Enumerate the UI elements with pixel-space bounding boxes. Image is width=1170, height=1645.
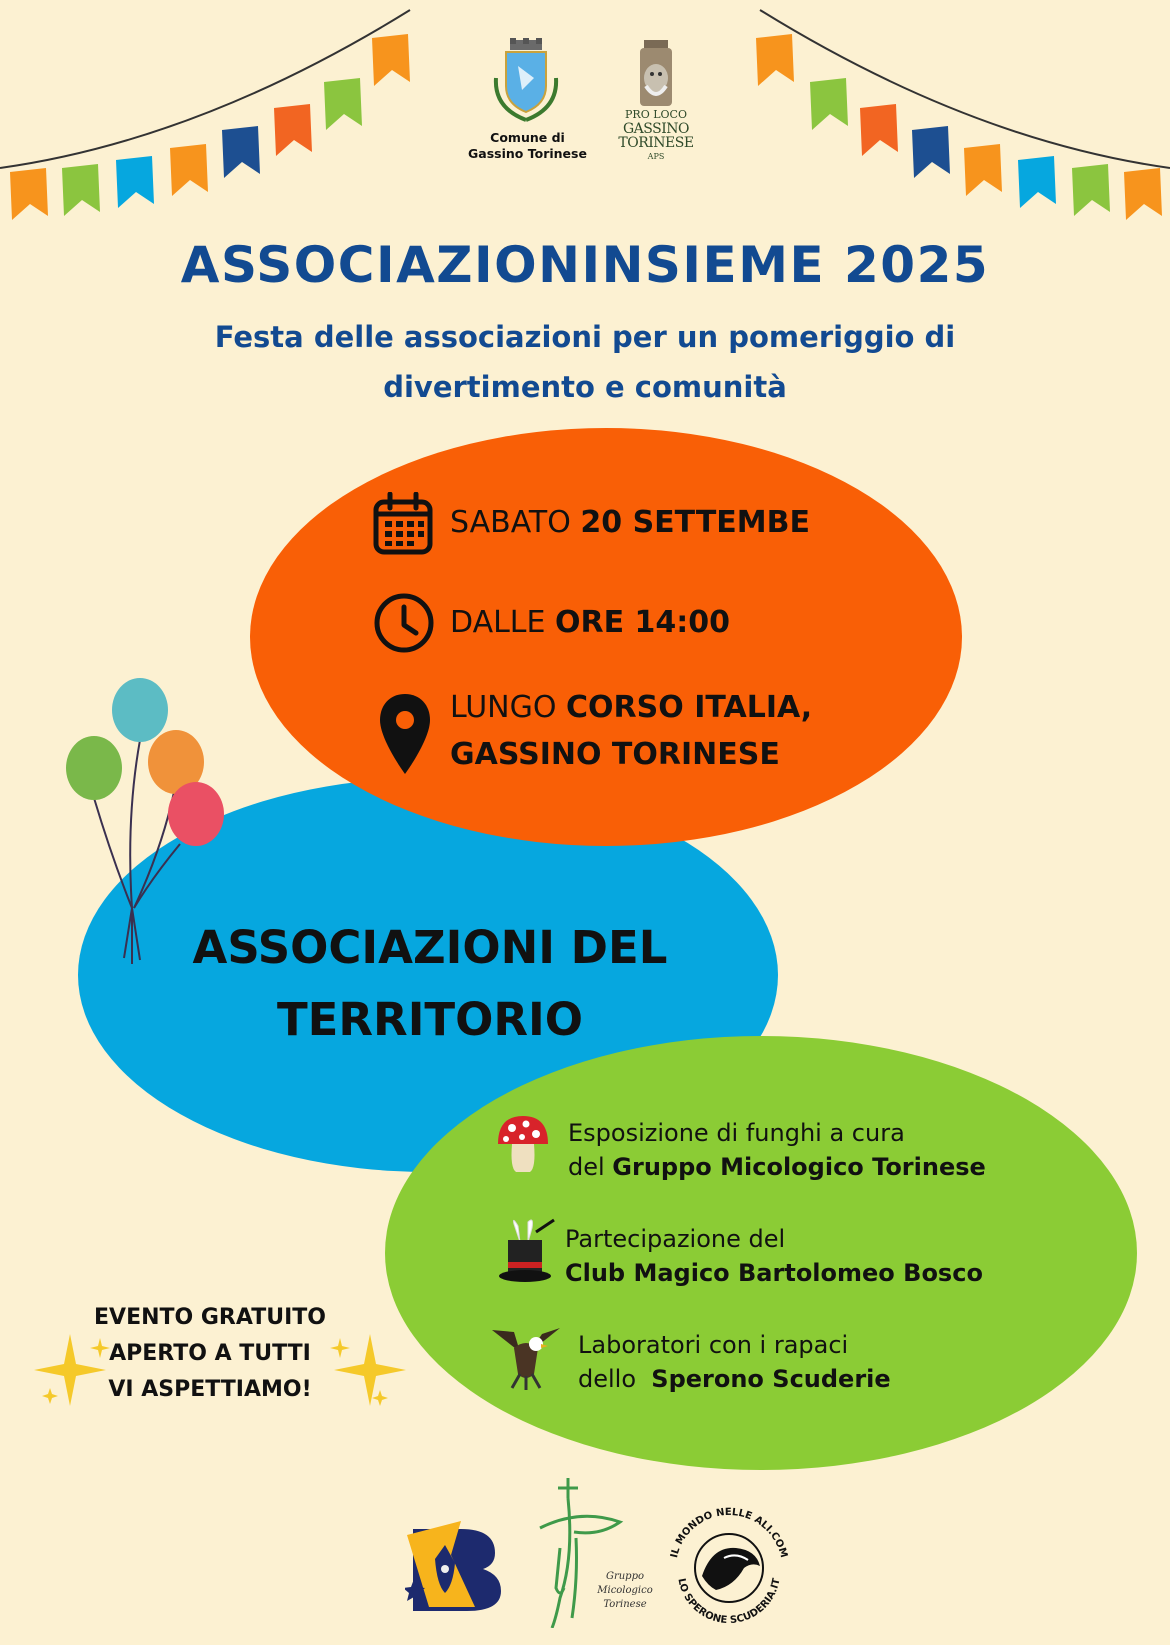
bunting-flag bbox=[1072, 164, 1110, 216]
club-magico-logo bbox=[405, 1515, 505, 1615]
clock-icon bbox=[372, 591, 436, 655]
bunting-flag bbox=[116, 156, 154, 208]
activity-magic-org: Club Magico Bartolomeo Bosco bbox=[565, 1259, 983, 1287]
activity-raptors-line1: Laboratori con i rapaci bbox=[578, 1331, 849, 1359]
bunting-flag bbox=[964, 144, 1002, 196]
activity-magic-line2 bbox=[565, 1256, 983, 1290]
sperone-top-text: IL MONDO NELLE ALI.COM bbox=[669, 1506, 790, 1560]
activity-mushrooms bbox=[568, 1116, 986, 1184]
proloco-line1: PRO LOCO bbox=[625, 108, 687, 121]
place-prefix: LUNGO bbox=[450, 690, 567, 725]
place-street: CORSO ITALIA, bbox=[566, 690, 813, 725]
gmt-line2: Micologico bbox=[597, 1585, 653, 1596]
sperone-scuderie-logo bbox=[664, 1506, 794, 1626]
comune-label-line2: Gassino Torinese bbox=[468, 146, 587, 161]
event-place-line2: GASSINO TORINESE bbox=[450, 737, 780, 772]
gmt-line1: Gruppo bbox=[605, 1571, 645, 1582]
location-pin-icon bbox=[378, 692, 432, 776]
bunting-flag bbox=[222, 126, 260, 178]
bunting-flag bbox=[912, 126, 950, 178]
bunting-flag bbox=[324, 78, 362, 130]
bunting-flag bbox=[274, 104, 312, 156]
magic-hat-icon bbox=[494, 1218, 556, 1284]
date-prefix: SABATO bbox=[450, 505, 581, 540]
activity-mushrooms-org: Gruppo Micologico Torinese bbox=[612, 1153, 986, 1181]
time-prefix: DALLE bbox=[450, 605, 556, 640]
proloco-line3: TORINESE bbox=[618, 135, 694, 151]
comune-crest-logo bbox=[490, 38, 562, 124]
bunting-flag bbox=[1124, 168, 1162, 220]
comune-label-line1: Comune di bbox=[490, 130, 565, 145]
bunting-flag bbox=[810, 78, 848, 130]
time-value: ORE 14:00 bbox=[555, 605, 731, 640]
activity-magic bbox=[565, 1222, 983, 1290]
associations-heading-line2: TERRITORIO bbox=[276, 993, 584, 1046]
eagle-icon bbox=[490, 1322, 562, 1392]
proloco-line2: GASSINO bbox=[623, 121, 689, 137]
event-subtitle bbox=[100, 312, 1070, 412]
activity-raptors-prefix: dello bbox=[578, 1365, 652, 1393]
activity-magic-line1: Partecipazione del bbox=[565, 1225, 786, 1253]
subtitle-line1: Festa delle associazioni per un pomeriggio di bbox=[214, 320, 956, 354]
activity-raptors bbox=[578, 1328, 891, 1396]
bunting-flag bbox=[1018, 156, 1056, 208]
mushroom-icon bbox=[494, 1112, 552, 1176]
activity-mushrooms-line2 bbox=[568, 1150, 986, 1184]
sperone-bottom-text: LO SPERONE SCUDERIA.IT bbox=[675, 1577, 783, 1626]
proloco-label bbox=[606, 108, 706, 164]
event-date bbox=[450, 505, 810, 540]
event-time bbox=[450, 605, 730, 640]
subtitle-line2: divertimento e comunità bbox=[383, 370, 787, 404]
bunting-flag bbox=[62, 164, 100, 216]
free-event-note bbox=[60, 1300, 360, 1408]
bunting-flag bbox=[860, 104, 898, 156]
event-title: ASSOCIAZIONINSIEME 2025 bbox=[180, 236, 990, 294]
associations-heading bbox=[120, 912, 740, 1056]
bunting-decoration bbox=[0, 0, 1170, 240]
free-event-line1: EVENTO GRATUITO bbox=[94, 1305, 326, 1330]
comune-label bbox=[455, 130, 600, 162]
activity-raptors-line2 bbox=[578, 1362, 891, 1396]
free-event-line3: VI ASPETTIAMO! bbox=[108, 1377, 312, 1402]
activity-raptors-org: Sperono Scuderie bbox=[651, 1365, 891, 1393]
free-event-line2: APERTO A TUTTI bbox=[109, 1341, 311, 1366]
associations-heading-line1: ASSOCIAZIONI DEL bbox=[192, 921, 668, 974]
gruppo-micologico-label bbox=[590, 1570, 660, 1612]
activity-mushrooms-line1: Esposizione di funghi a cura bbox=[568, 1119, 905, 1147]
gmt-line3: Torinese bbox=[603, 1599, 647, 1610]
event-place-line1 bbox=[450, 690, 812, 725]
proloco-line4: APS bbox=[647, 152, 665, 161]
activity-mushrooms-prefix: del bbox=[568, 1153, 613, 1181]
calendar-icon bbox=[372, 492, 434, 558]
bunting-flag bbox=[10, 168, 48, 220]
bunting-flag bbox=[372, 34, 410, 86]
date-value: 20 SETTEMBE bbox=[580, 505, 810, 540]
bunting-flag bbox=[170, 144, 208, 196]
bunting-flag bbox=[756, 34, 794, 86]
